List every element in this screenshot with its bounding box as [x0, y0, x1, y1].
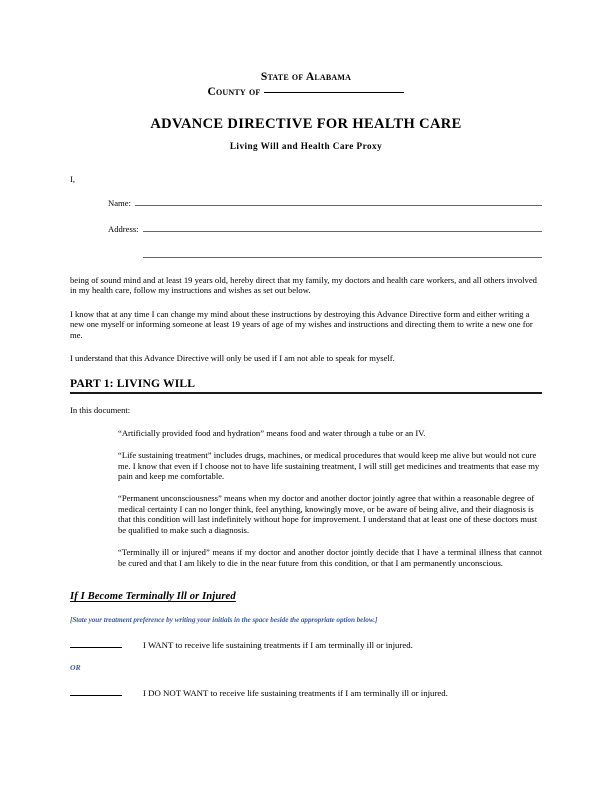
option-do-not-want-label: I DO NOT WANT to receive life sustaining treatments if I am terminally ill or injured. [143, 687, 448, 698]
definition-terminally-ill: “Terminally ill or injured” means if my doctor and another doctor jointly decide that I have a terminal illness that cannot be cured and that I am likely to die in the near future from this condition, or that I am permanently unconscious. [118, 547, 542, 568]
address-line2-input[interactable] [143, 248, 542, 258]
name-input[interactable] [135, 196, 542, 206]
terminal-section-heading: If I Become Terminally Ill or Injured [70, 590, 236, 602]
definition-artificial-nutrition: “Artificially provided food and hydration” means food and water through a tube or an IV. [118, 427, 426, 438]
address-field-row [70, 222, 542, 235]
option-do-not-want-row [70, 687, 542, 699]
definitions-list [70, 428, 542, 568]
i-declaration-line: I, [70, 174, 76, 184]
option-want-row [70, 639, 542, 651]
declarant-fields [70, 196, 542, 258]
page-subtitle: Living Will and Health Care Proxy [229, 141, 383, 151]
revocation-paragraph: I know that at any time I can change my mind about these instructions by destroying this Advance Directive form and either writing a new one myself or informing someone at least 19 years of age of my wishes and instructions and directing them to write a new one for me. [70, 308, 533, 340]
sound-mind-paragraph: being of sound mind and at least 19 years old, hereby direct that my family, my doctors and health care workers, and all others involved in my health care, follow my instructions and wishes as set out below. [70, 275, 537, 296]
document-content [70, 70, 542, 699]
address-input[interactable] [143, 222, 542, 232]
option-want-label: I WANT to receive life sustaining treatments if I am terminally ill or injured. [143, 639, 413, 650]
part1-divider [70, 392, 542, 394]
terminal-section-instruction: [State your treatment preference by writing your initials in the space beside the appropriate option below.] [70, 615, 378, 624]
part1-heading: PART 1: LIVING WILL [70, 377, 196, 391]
document-header [70, 70, 542, 152]
page-title: ADVANCE DIRECTIVE FOR HEALTH CARE [150, 116, 462, 132]
name-label: Name: [108, 198, 131, 208]
or-separator: OR [70, 662, 81, 672]
definitions-intro: In this document: [70, 405, 131, 416]
state-line: State of Alabama [260, 71, 352, 83]
definition-permanent-unconsciousness: “Permanent unconsciousness” means when my doctor and another doctor jointly agree that within a reasonable degree of medical certainty I can no longer think, feel anything, knowingly move, or be aware of being alive, and their diagnosis is that this condition will last indefinitely without hope for improvement. I understand that at least one of these doctors must be qualified to make such a diagnosis. [118, 493, 538, 535]
county-blank-field[interactable] [264, 92, 404, 93]
option-do-not-want-initials-input[interactable] [70, 687, 122, 696]
definition-life-sustaining-treatment: “Life sustaining treatment” includes drugs, machines, or medical procedures that would keep me alive but would not cure me. I know that even if I choose not to have life sustaining treatment, I will still get medicines and treatments that ease my pain and keep me comfortable. [118, 450, 540, 482]
name-field-row [70, 196, 542, 209]
county-label: County of [207, 86, 261, 98]
understanding-paragraph: I understand that this Advance Directive will only be used if I am not able to speak for myself. [70, 353, 395, 364]
address-label: Address: [108, 224, 139, 234]
address-line2-row [70, 248, 542, 258]
county-line [70, 85, 542, 100]
option-want-initials-input[interactable] [70, 639, 122, 648]
